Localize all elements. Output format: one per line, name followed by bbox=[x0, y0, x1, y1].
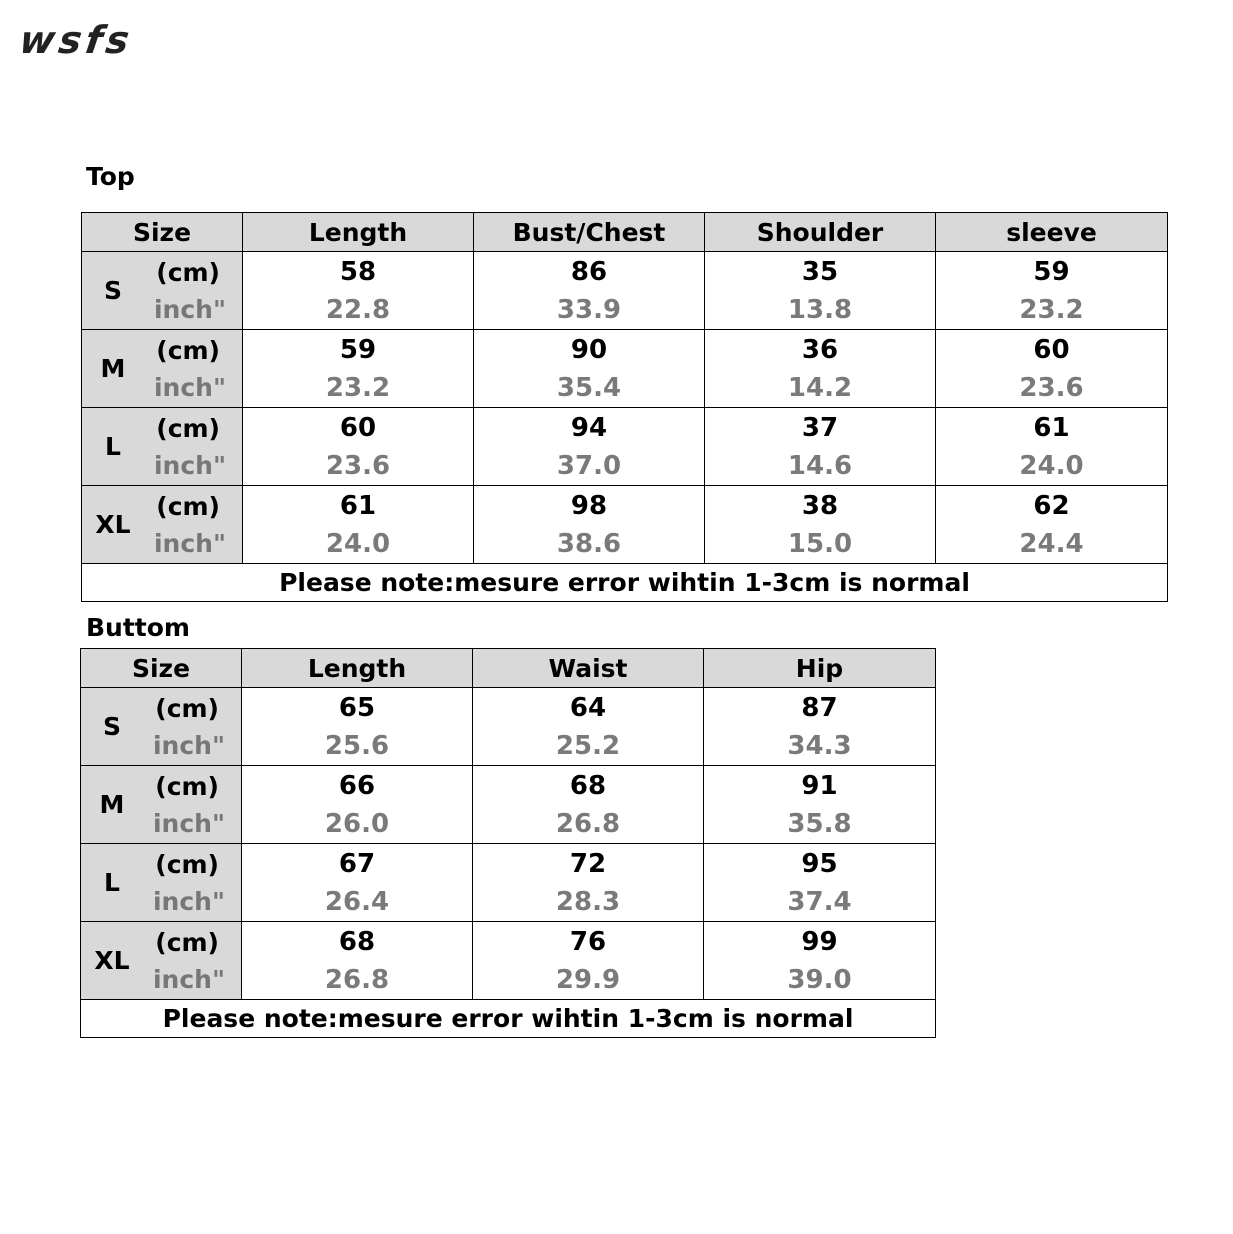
cm-value: 68 bbox=[338, 926, 376, 957]
inch-value: 35.8 bbox=[787, 808, 852, 839]
measurement-cell bbox=[474, 486, 705, 564]
unit-inch-label: inch" bbox=[152, 809, 225, 838]
inch-value: 24.0 bbox=[1019, 450, 1084, 481]
measurement-cell bbox=[242, 688, 473, 766]
header-size: Size bbox=[81, 649, 242, 688]
header-size: Size bbox=[82, 213, 243, 252]
header-hip: Hip bbox=[704, 649, 936, 688]
measurement-cell bbox=[936, 330, 1168, 408]
size-cell bbox=[82, 486, 243, 564]
measurement-cell bbox=[704, 688, 936, 766]
cm-value: 59 bbox=[1033, 256, 1070, 287]
unit-inch-label: inch" bbox=[152, 731, 225, 760]
header-shoulder: Shoulder bbox=[705, 213, 936, 252]
table-row bbox=[82, 408, 1168, 486]
inch-value: 33.9 bbox=[556, 294, 622, 325]
size-cell bbox=[81, 766, 242, 844]
measurement-cell bbox=[242, 844, 473, 922]
inch-value: 23.6 bbox=[325, 450, 391, 481]
unit-inch-label: inch" bbox=[153, 295, 226, 324]
unit-cm-label: (cm) bbox=[155, 772, 219, 801]
inch-value: 26.4 bbox=[324, 886, 390, 917]
size-label: S bbox=[102, 712, 121, 741]
measurement-cell bbox=[705, 252, 936, 330]
measurement-cell bbox=[473, 922, 704, 1000]
bottom-size-table bbox=[80, 648, 936, 1038]
cm-value: 60 bbox=[339, 412, 377, 443]
cm-value: 66 bbox=[338, 770, 376, 801]
measurement-cell bbox=[243, 408, 474, 486]
cm-value: 36 bbox=[801, 334, 839, 365]
top-size-table bbox=[81, 212, 1168, 602]
measurement-cell bbox=[936, 408, 1168, 486]
inch-value: 34.3 bbox=[787, 730, 852, 761]
unit-inch-label: inch" bbox=[153, 451, 226, 480]
table-row bbox=[81, 844, 936, 922]
measurement-note: Please note:mesure error wihtin 1-3cm is normal bbox=[82, 564, 1168, 602]
size-label: XL bbox=[95, 510, 131, 539]
size-label: XL bbox=[94, 946, 130, 975]
measurement-cell bbox=[705, 486, 936, 564]
top-note-row bbox=[82, 564, 1168, 602]
size-label: M bbox=[99, 790, 125, 819]
table-row bbox=[82, 486, 1168, 564]
measurement-cell bbox=[473, 766, 704, 844]
measurement-note: Please note:mesure error wihtin 1-3cm is normal bbox=[81, 1000, 936, 1038]
cm-value: 76 bbox=[569, 926, 607, 957]
inch-value: 14.2 bbox=[787, 372, 853, 403]
measurement-cell bbox=[473, 844, 704, 922]
inch-value: 13.8 bbox=[787, 294, 853, 325]
inch-value: 25.6 bbox=[324, 730, 390, 761]
measurement-cell bbox=[936, 252, 1168, 330]
cm-value: 35 bbox=[801, 256, 839, 287]
inch-value: 26.8 bbox=[555, 808, 621, 839]
inch-value: 26.8 bbox=[324, 964, 390, 995]
top-section-title: Top bbox=[86, 162, 135, 191]
cm-value: 37 bbox=[801, 412, 839, 443]
bottom-note-row bbox=[81, 1000, 936, 1038]
inch-value: 23.2 bbox=[1019, 294, 1084, 325]
cm-value: 91 bbox=[801, 770, 838, 801]
unit-inch-label: inch" bbox=[153, 373, 226, 402]
inch-value: 37.0 bbox=[556, 450, 622, 481]
size-cell bbox=[82, 408, 243, 486]
measurement-cell bbox=[705, 330, 936, 408]
measurement-cell bbox=[474, 330, 705, 408]
size-label: L bbox=[104, 868, 120, 897]
cm-value: 61 bbox=[339, 490, 377, 521]
inch-value: 23.2 bbox=[325, 372, 391, 403]
measurement-cell bbox=[474, 252, 705, 330]
cm-value: 65 bbox=[338, 692, 376, 723]
table-row bbox=[81, 922, 936, 1000]
cm-value: 94 bbox=[570, 412, 608, 443]
top-header-row bbox=[82, 213, 1168, 252]
unit-cm-label: (cm) bbox=[156, 336, 220, 365]
inch-value: 24.0 bbox=[325, 528, 391, 559]
unit-cm-label: (cm) bbox=[156, 492, 220, 521]
header-length: Length bbox=[243, 213, 474, 252]
inch-value: 26.0 bbox=[324, 808, 390, 839]
cm-value: 61 bbox=[1033, 412, 1070, 443]
measurement-cell bbox=[705, 408, 936, 486]
bottom-header-row bbox=[81, 649, 936, 688]
measurement-cell bbox=[704, 766, 936, 844]
size-cell bbox=[81, 844, 242, 922]
header-sleeve: sleeve bbox=[936, 213, 1168, 252]
measurement-cell bbox=[936, 486, 1168, 564]
cm-value: 64 bbox=[569, 692, 607, 723]
cm-value: 72 bbox=[569, 848, 607, 879]
cm-value: 68 bbox=[569, 770, 607, 801]
cm-value: 86 bbox=[570, 256, 608, 287]
size-cell bbox=[82, 330, 243, 408]
table-row bbox=[82, 330, 1168, 408]
brand-logo: wsfs bbox=[16, 18, 136, 62]
size-label: S bbox=[103, 276, 122, 305]
unit-cm-label: (cm) bbox=[155, 850, 219, 879]
inch-value: 24.4 bbox=[1019, 528, 1084, 559]
cm-value: 95 bbox=[801, 848, 838, 879]
measurement-cell bbox=[704, 922, 936, 1000]
size-label: M bbox=[100, 354, 126, 383]
inch-value: 29.9 bbox=[555, 964, 621, 995]
cm-value: 38 bbox=[801, 490, 839, 521]
unit-inch-label: inch" bbox=[152, 965, 225, 994]
inch-value: 37.4 bbox=[787, 886, 852, 917]
cm-value: 60 bbox=[1033, 334, 1070, 365]
measurement-cell bbox=[704, 844, 936, 922]
cm-value: 67 bbox=[338, 848, 376, 879]
table-row bbox=[82, 252, 1168, 330]
cm-value: 59 bbox=[339, 334, 377, 365]
table-row bbox=[81, 766, 936, 844]
measurement-cell bbox=[242, 766, 473, 844]
size-cell bbox=[81, 922, 242, 1000]
measurement-cell bbox=[243, 330, 474, 408]
cm-value: 58 bbox=[339, 256, 377, 287]
inch-value: 39.0 bbox=[787, 964, 852, 995]
inch-value: 38.6 bbox=[556, 528, 622, 559]
measurement-cell bbox=[242, 922, 473, 1000]
unit-cm-label: (cm) bbox=[156, 414, 220, 443]
unit-cm-label: (cm) bbox=[155, 694, 219, 723]
cm-value: 90 bbox=[570, 334, 608, 365]
size-cell bbox=[82, 252, 243, 330]
size-cell bbox=[81, 688, 242, 766]
measurement-cell bbox=[473, 688, 704, 766]
inch-value: 23.6 bbox=[1019, 372, 1084, 403]
cm-value: 99 bbox=[801, 926, 838, 957]
measurement-cell bbox=[474, 408, 705, 486]
inch-value: 22.8 bbox=[325, 294, 391, 325]
unit-inch-label: inch" bbox=[153, 529, 226, 558]
measurement-cell bbox=[243, 486, 474, 564]
inch-value: 35.4 bbox=[556, 372, 622, 403]
inch-value: 15.0 bbox=[787, 528, 853, 559]
inch-value: 28.3 bbox=[555, 886, 621, 917]
cm-value: 87 bbox=[801, 692, 838, 723]
header-waist: Waist bbox=[473, 649, 704, 688]
inch-value: 14.6 bbox=[787, 450, 853, 481]
header-length: Length bbox=[242, 649, 473, 688]
unit-inch-label: inch" bbox=[152, 887, 225, 916]
bottom-section-title: Buttom bbox=[86, 613, 190, 642]
cm-value: 98 bbox=[570, 490, 608, 521]
inch-value: 25.2 bbox=[555, 730, 621, 761]
size-label: L bbox=[105, 432, 121, 461]
measurement-cell bbox=[243, 252, 474, 330]
header-bust-chest: Bust/Chest bbox=[474, 213, 705, 252]
table-row bbox=[81, 688, 936, 766]
cm-value: 62 bbox=[1033, 490, 1070, 521]
unit-cm-label: (cm) bbox=[156, 258, 220, 287]
unit-cm-label: (cm) bbox=[155, 928, 219, 957]
